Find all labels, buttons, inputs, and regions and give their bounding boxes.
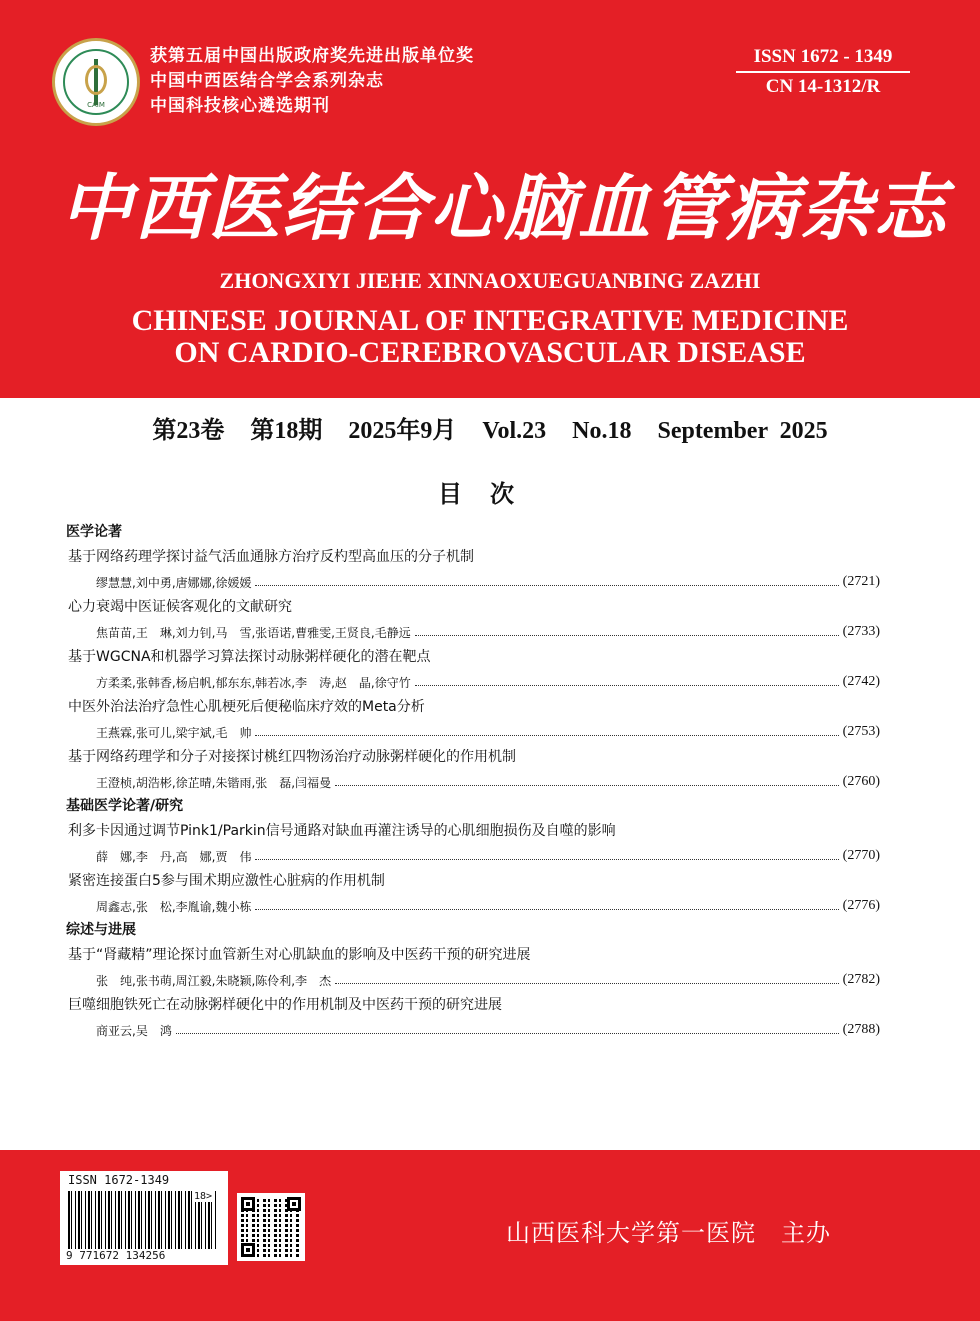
article-meta	[66, 570, 880, 594]
title-en-line: CHINESE JOURNAL OF INTEGRATIVE MEDICINE	[131, 304, 849, 337]
qr-code	[237, 1193, 305, 1261]
leader-dots	[255, 585, 838, 586]
awards-list	[150, 44, 474, 119]
leader-dots	[255, 909, 838, 910]
award-line: 获第五届中国出版政府奖先进出版单位奖	[150, 46, 474, 66]
qr-corner	[287, 1197, 301, 1211]
award-line: 中国科技核心遴选期刊	[150, 96, 330, 116]
article-title[interactable]: 利多卡因通过调节Pink1/Parkin信号通路对缺血再灌注诱导的心肌细胞损伤及自噬的影响	[68, 823, 616, 839]
caim-logo	[52, 38, 140, 126]
journal-title-english	[0, 305, 980, 369]
article-page: (2753)	[842, 724, 880, 739]
leader-dots	[335, 983, 839, 984]
date-cn: 2025年9月	[348, 418, 457, 444]
article-meta	[66, 968, 880, 992]
qr-corner	[241, 1243, 255, 1257]
article-title[interactable]: 基于网络药理学和分子对接探讨桃红四物汤治疗动脉粥样硬化的作用机制	[68, 749, 516, 765]
article-page: (2782)	[842, 972, 880, 987]
title-en-line: ON CARDIO-CEREBROVASCULAR DISEASE	[174, 336, 806, 369]
qr-corner	[241, 1197, 255, 1211]
leader-dots	[335, 785, 839, 786]
barcode-issn: ISSN 1672-1349	[68, 1173, 170, 1187]
cover-header-band	[0, 0, 980, 398]
toc-heading: 目次	[438, 480, 542, 508]
number-cn: 第18期	[250, 418, 323, 444]
article-page: (2770)	[842, 848, 880, 863]
article-title[interactable]: 基于“肾藏精”理论探讨血管新生对心肌缺血的影响及中医药干预的研究进展	[68, 947, 531, 963]
article-authors: 商亚云,吴 鸿	[96, 1023, 172, 1038]
number-en: No.18	[572, 418, 632, 444]
article-page: (2721)	[842, 574, 880, 589]
article-title[interactable]: 基于网络药理学探讨益气活血通脉方治疗反杓型高血压的分子机制	[68, 549, 474, 565]
issn-number: ISSN 1672 - 1349	[736, 46, 910, 73]
issue-info	[0, 410, 980, 445]
leader-dots	[415, 685, 839, 686]
cn-number: CN 14-1312/R	[765, 76, 881, 97]
leader-dots	[255, 859, 838, 860]
article-meta	[66, 770, 880, 794]
article-page: (2733)	[842, 624, 880, 639]
article-authors: 周鑫志,张 松,李胤谕,魏小栋	[96, 899, 252, 914]
article-authors: 方柔柔,张韩香,杨启帆,郁东东,韩若冰,李 涛,赵 晶,徐守竹	[96, 675, 411, 690]
publisher-line: 山西医科大学第一医院 主办	[506, 1219, 831, 1247]
article-meta	[66, 894, 880, 918]
article-authors: 王燕霖,张可儿,梁宇斌,毛 帅	[96, 725, 252, 740]
article-page: (2760)	[842, 774, 880, 789]
article-authors: 薛 娜,李 丹,高 娜,贾 伟	[96, 849, 252, 864]
journal-title-pinyin: ZHONGXIYI JIEHE XINNAOXUEGUANBING ZAZHI	[219, 268, 761, 293]
barcode	[60, 1171, 228, 1265]
section-heading: 医学论著	[66, 524, 122, 540]
article-page: (2742)	[842, 674, 880, 689]
award-line: 中国中西医结合学会系列杂志	[150, 71, 384, 91]
leader-dots	[415, 635, 839, 636]
barcode-addon: 18>	[194, 1191, 213, 1202]
date-en: September 2025	[657, 418, 828, 444]
article-meta	[66, 720, 880, 744]
article-authors: 王澄桢,胡浩彬,徐芷晴,朱锴雨,张 磊,闫福曼	[96, 775, 332, 790]
article-authors: 焦苗苗,王 琳,刘力钊,马 雪,张语诺,曹雅雯,王贤良,毛静远	[96, 625, 411, 640]
article-meta	[66, 1018, 880, 1042]
article-meta	[66, 620, 880, 644]
leader-dots	[255, 735, 838, 736]
article-title[interactable]: 紧密连接蛋白5参与围术期应激性心脏病的作用机制	[68, 873, 385, 889]
logo-text: CAIM	[87, 101, 105, 109]
section-heading: 基础医学论著/研究	[66, 798, 184, 814]
article-title[interactable]: 中医外治法治疗急性心肌梗死后便秘临床疗效的Meta分析	[68, 699, 425, 715]
issn-block	[736, 46, 910, 98]
volume-cn: 第23卷	[152, 418, 225, 444]
article-title[interactable]: 基于WGCNA和机器学习算法探讨动脉粥样硬化的潜在靶点	[68, 649, 431, 665]
article-meta	[66, 670, 880, 694]
article-page: (2788)	[842, 1022, 880, 1037]
leader-dots	[176, 1033, 839, 1034]
table-of-contents	[66, 520, 880, 1042]
article-meta	[66, 844, 880, 868]
barcode-number: 9 771672 134256	[66, 1249, 166, 1262]
journal-title-chinese: 中西医结合心脑血管病杂志	[60, 166, 949, 250]
section-heading: 综述与进展	[66, 922, 136, 938]
article-authors: 张 纯,张书萌,周江毅,朱晓颖,陈伶利,李 杰	[96, 973, 332, 988]
volume-en: Vol.23	[482, 418, 547, 444]
article-page: (2776)	[842, 898, 880, 913]
article-title[interactable]: 巨噬细胞铁死亡在动脉粥样硬化中的作用机制及中医药干预的研究进展	[68, 997, 502, 1013]
article-title[interactable]: 心力衰竭中医证候客观化的文献研究	[68, 599, 292, 615]
logo-snake-icon	[85, 65, 107, 95]
article-authors: 缪慧慧,刘中勇,唐娜娜,徐媛媛	[96, 575, 252, 590]
